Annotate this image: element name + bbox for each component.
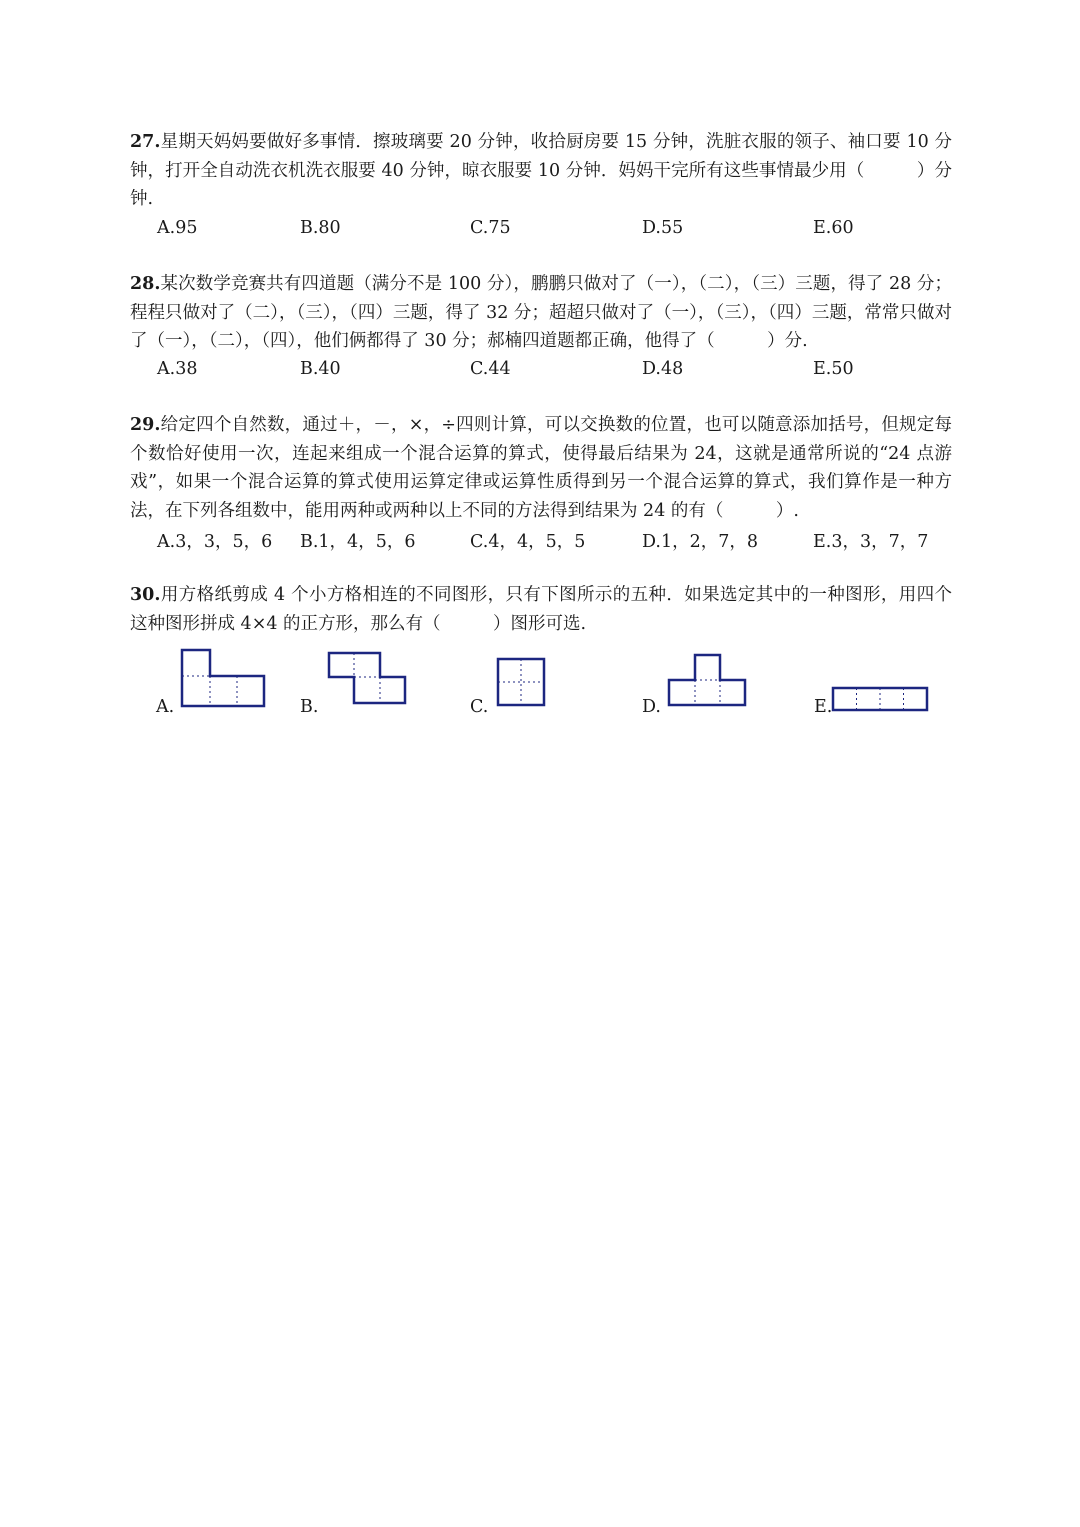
- option-c: C.75: [470, 218, 511, 238]
- l-tetromino-figure: [180, 648, 268, 710]
- question-27: [130, 128, 952, 214]
- question-number: 30.: [130, 585, 161, 605]
- question-number: 28.: [130, 274, 161, 294]
- option-b: B.80: [300, 218, 341, 238]
- question-text: 某次数学竞赛共有四道题（满分不是 100 分），鹏鹏只做对了（一），（二），（三）三题，得了 28 分；程程只做对了（二），（三），（四）三题，得了 32 分；超超只做对了（一），（三），（四）三题，常常只做对了（一），（二），（四），他们俩都得了 30 分；郝楠四道题都正确，他得了（ ）分.: [130, 274, 952, 351]
- option-b: B.40: [300, 359, 341, 379]
- option-d: D.55: [642, 218, 684, 238]
- i-tetromino-figure: [831, 686, 931, 714]
- question-text: 用方格纸剪成 4 个小方格相连的不同图形，只有下图所示的五种．如果选定其中的一种图形，用四个这种图形拼成 4×4 的正方形，那么有（ ）图形可选.: [130, 585, 952, 634]
- square-tetromino-figure: [496, 657, 548, 709]
- shape-label-e: E.: [814, 697, 833, 717]
- question-29-options: [157, 528, 957, 556]
- question-number: 29.: [130, 415, 161, 435]
- question-text: 给定四个自然数，通过＋，－，×，÷四则计算，可以交换数的位置，也可以随意添加括号，但规定每个数恰好使用一次，连起来组成一个混合运算的算式，使得最后结果为 24，这就是通常所说的“24 点游戏”，如果一个混合运算的算式使用运算定律或运算性质得到另一个混合运算的算式，我们算作是一种方法，在下列各组数中，能用两种或两种以上不同的方法得到结果为 24 的有（ ）.: [130, 415, 952, 521]
- shape-label-d: D.: [642, 697, 661, 717]
- question-28: [130, 270, 952, 356]
- option-a: A.95: [157, 218, 198, 238]
- option-d: D.48: [642, 359, 684, 379]
- option-e: E.50: [813, 359, 854, 379]
- z-tetromino-figure: [327, 651, 409, 707]
- shape-label-b: B.: [300, 697, 319, 717]
- question-text: 星期天妈妈要做好多事情．擦玻璃要 20 分钟，收拾厨房要 15 分钟，洗脏衣服的领子、袖口要 10 分钟，打开全自动洗衣机洗衣服要 40 分钟，晾衣服要 10 分钟．妈妈干完所有这些事情最少用（ ）分钟.: [130, 132, 952, 209]
- question-30: [130, 581, 952, 638]
- t-tetromino-figure: [667, 653, 749, 709]
- option-a: A.3，3，5，6: [157, 532, 273, 552]
- option-d: D.1，2，7，8: [642, 532, 759, 552]
- option-a: A.38: [157, 359, 198, 379]
- option-e: E.3，3，7，7: [813, 532, 929, 552]
- question-28-options: [157, 359, 957, 387]
- option-b: B.1，4，5，6: [300, 532, 416, 552]
- question-number: 27.: [130, 132, 161, 152]
- question-29: [130, 411, 952, 525]
- option-c: C.4，4，5，5: [470, 532, 586, 552]
- shape-label-c: C.: [470, 697, 489, 717]
- option-c: C.44: [470, 359, 511, 379]
- option-e: E.60: [813, 218, 854, 238]
- shape-label-a: A.: [156, 697, 175, 717]
- question-27-options: [157, 218, 957, 246]
